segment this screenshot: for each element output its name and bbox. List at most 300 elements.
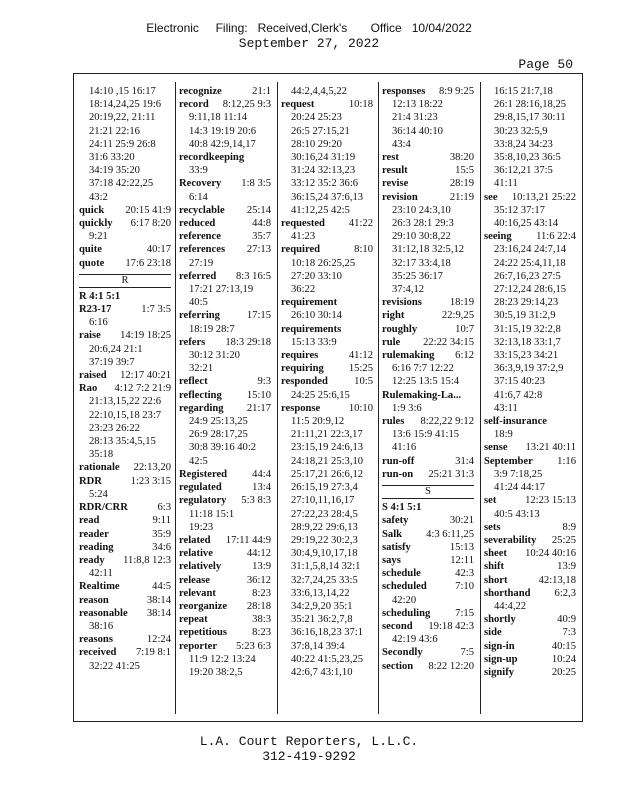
index-references: 11:6 22:4 [536,231,576,243]
index-term: schedule [382,568,421,580]
index-term: ready [79,554,105,566]
index-entry [382,389,474,402]
index-continuation: 35:18 [89,449,114,461]
letter-section-header: R [79,274,171,288]
index-references: 34:6 [152,541,171,553]
index-continuation: 33:6,13,14,22 [291,587,350,599]
index-references: 7:10 [455,581,474,593]
index-references: 35:7 [252,231,271,243]
index-entry [179,481,271,494]
index-term: quickly [79,218,113,230]
index-term: requirement [281,297,338,309]
index-entry [484,415,576,428]
index-term: sense [484,442,508,454]
index-entry [281,323,373,336]
index-references: 21:17 [246,402,271,414]
index-term: revisions [382,297,422,309]
index-term: safety [382,515,409,527]
index-references: 22:22 34:15 [423,336,474,348]
index-continuation: 44:2,4,4,5,22 [291,86,347,97]
index-term: received [79,647,117,659]
index-continuation: 30:8 39:16 40:2 [189,442,257,454]
index-term: shift [484,561,505,573]
index-term: reference [179,231,221,243]
index-references: 13:9 [557,561,576,573]
index-term: result [382,165,408,177]
index-term: rule [382,336,401,348]
index-term: referred [179,270,217,282]
index-continuation: 40:5 43:13 [494,508,540,520]
index-continuation: 36:16,18,23 37:1 [291,627,364,639]
index-continuation: 40:22 41:5,23,25 [291,653,364,665]
index-term: set [484,495,497,507]
index-continuation: 19:23 [189,521,214,533]
index-entry [382,646,474,659]
index-continuation: 29:8,15,17 30:11 [494,112,566,124]
index-term: reporter [179,640,218,652]
index-term: relatively [179,561,222,573]
index-continuation: 30:12 31:20 [189,350,240,362]
index-references: 19:18 42:3 [428,620,474,632]
index-entry [484,640,576,653]
index-entry [79,528,171,541]
index-continuation: 21:13,15,22 22:6 [89,396,162,408]
index-term: reflecting [179,389,222,401]
index-entry [382,468,474,481]
index-term: read [79,515,100,527]
index-references: 15:5 [455,165,474,177]
index-term: shortly [484,614,516,626]
index-frame [73,73,583,722]
index-continuation: 30:23 32:5,9 [494,125,548,137]
index-entry [382,607,474,620]
index-continuation: 11:9 12:2 13:24 [189,653,256,665]
index-continuation: 41:24 44:17 [494,482,545,494]
index-entry [79,594,171,607]
index-continuation: 42:11 [89,568,113,580]
index-term: responded [281,376,328,388]
index-term: scheduling [382,607,431,619]
index-entry [179,494,271,507]
index-continuation: 31:1,5,8,14 32:1 [291,561,361,573]
index-continuation: 38:16 [89,620,114,632]
index-entry [79,369,171,382]
index-term: requires [281,350,319,362]
index-continuation: 26:15,19 27:3,4 [291,482,358,494]
index-references: 15:25 [348,363,373,375]
index-entry [484,521,576,534]
index-continuation: 5:24 [89,488,108,500]
index-term: quite [79,244,102,256]
index-continuation: 14:10 ,15 16:17 [89,86,156,97]
index-term: references [179,244,226,256]
index-term: run-on [382,468,414,480]
index-entry [179,217,271,230]
index-references: 17:6 23:18 [125,257,171,269]
court-reporter-phone: 312-419-9292 [262,749,356,764]
index-references: 6:17 8:20 [130,218,171,230]
index-references: 38:20 [449,152,474,164]
index-term: revision [382,191,418,203]
index-entry [382,501,474,514]
index-entry [484,626,576,639]
index-continuation: 18:9 [494,429,513,441]
index-references: 20:25 [551,666,576,678]
index-entry [382,349,474,362]
index-entry [281,296,373,309]
index-term: regulatory [179,495,227,507]
index-entry [179,98,271,111]
index-references: 1:7 3:5 [141,304,171,316]
index-entry [382,296,474,309]
index-references: 12:17 40:21 [120,370,171,382]
index-entry [382,85,474,98]
index-continuation: 3:9 7:18,25 [494,468,543,480]
index-continuation: 42:5 [189,455,208,467]
index-continuation: 35:21 36:2,7,8 [291,614,353,626]
index-entry [281,217,373,230]
index-term: Realtime [79,581,120,593]
index-term: reasonable [79,607,128,619]
index-references: 11:8,8 12:3 [123,554,171,566]
index-term: shorthand [484,587,531,599]
index-continuation: 23:15,19 24:6,13 [291,442,364,454]
index-continuation: 30:16,24 31:19 [291,152,356,164]
index-continuation: 28:23 29:14,23 [494,297,559,309]
index-references: 30:21 [449,515,474,527]
index-continuation: 37:15 40:23 [494,376,545,388]
index-entry [382,660,474,673]
index-term: self-insurance [484,416,547,428]
index-continuation: 13:6 15:9 41:15 [392,429,460,441]
index-continuation: 36:12,21 37:5 [494,165,553,177]
index-references: 21:1 [252,86,271,97]
index-term: required [281,244,321,256]
index-continuation: 30:5,19 31:2,9 [494,310,556,322]
index-entry [79,580,171,593]
index-continuation: 6:16 [89,317,108,329]
index-references: 8:12,25 9:3 [222,99,271,111]
index-term: run-off [382,455,415,467]
index-term: quick [79,204,105,216]
index-references: 38:14 [146,594,171,606]
index-continuation: 27:22,23 28:4,5 [291,508,358,520]
index-continuation: 21:21 22:16 [89,125,140,137]
index-continuation: 25:17,21 26:6,12 [291,468,364,480]
index-term: reading [79,541,114,553]
index-term: seeing [484,231,512,243]
index-continuation: 28:9,22 29:6,13 [291,521,358,533]
index-term: record [179,99,209,111]
index-continuation: 37:8,14 39:4 [291,640,345,652]
index-continuation: 24:22 25:4,11,18 [494,257,566,269]
index-references: 38:14 [146,607,171,619]
index-continuation: 26:1 28:16,18,25 [494,99,567,111]
index-entry [484,560,576,573]
index-references: 25:14 [246,204,271,216]
index-continuation: 18:14,24,25 19:6 [89,99,162,111]
index-entry [79,461,171,474]
index-entry [179,547,271,560]
index-entry [79,257,171,270]
index-references: 7:3 [562,627,576,639]
index-references: 44:5 [152,581,171,593]
index-references: 13:4 [252,482,271,494]
index-entry [79,541,171,554]
index-term: short [484,574,508,586]
index-entry [281,375,373,388]
index-references: 8:23 [252,627,271,639]
index-references: 9:3 [257,376,271,388]
index-term: regarding [179,402,224,414]
index-continuation: 27:19 [189,257,214,269]
index-references: 10:7 [455,323,474,335]
index-continuation: 28:10 29:20 [291,138,342,150]
index-continuation: 14:3 19:19 20:6 [189,125,257,137]
index-continuation: 33:12 35:2 36:6 [291,178,359,190]
index-continuation: 32:21 [189,363,214,375]
index-term: sign-in [484,640,515,652]
index-references: 4:12 7:2 21:9 [114,383,171,395]
index-continuation: 20:6,24 21:1 [89,343,143,355]
index-term: recognize [179,86,222,97]
index-references: 7:15 [455,607,474,619]
index-references: 8:9 9:25 [438,86,474,97]
index-references: 40:9 [557,614,576,626]
index-term: section [382,660,414,672]
index-term: response [281,402,321,414]
index-continuation: 35:8,10,23 36:5 [494,152,561,164]
index-term: right [382,310,405,322]
index-continuation: 26:10 30:14 [291,310,342,322]
index-entry [179,230,271,243]
index-entry [281,98,373,111]
index-entry [179,270,271,283]
index-continuation: 32:17 33:4,18 [392,257,451,269]
index-entry [179,336,271,349]
index-references: 10:13,21 25:22 [511,191,576,203]
index-term: Recovery [179,178,222,190]
index-entry [179,389,271,402]
index-term: sheet [484,548,507,560]
index-continuation: 42:19 43:6 [392,634,438,646]
letter-section-header: S [382,485,474,499]
index-references: 25:21 31:3 [428,468,474,480]
index-column-4 [382,85,474,673]
index-continuation: 36:3,9,19 37:2,9 [494,363,564,375]
index-continuation: 30:4,9,10,17,18 [291,548,358,560]
index-term: reorganize [179,600,228,612]
index-continuation: 11:5 20:9,12 [291,416,345,428]
index-entry [79,290,171,303]
index-references: 42:3 [455,568,474,580]
index-entry [382,309,474,322]
index-entry [79,329,171,342]
filed-date: September 27, 2022 [238,36,380,51]
index-continuation: 43:4 [392,138,411,150]
index-continuation: 37:18 42:22,25 [89,178,154,190]
electronic-filing-stamp: Electronic Filing: Received,Clerk's Office 10/04/2022 [146,21,472,35]
index-continuation: 41:11 [494,178,518,190]
index-term: roughly [382,323,418,335]
index-continuation: 22:10,15,18 23:7 [89,409,162,421]
index-continuation: 1:9 3:6 [392,402,422,414]
index-term: rationale [79,462,120,474]
index-references: 10:5 [354,376,373,388]
index-continuation: 27:12,24 28:6,15 [494,284,567,296]
index-entry [382,164,474,177]
index-references: 44:8 [252,218,271,230]
index-term: requiring [281,363,324,375]
index-continuation: 24:25 25:6,15 [291,389,350,401]
index-continuation: 16:15 21:7,18 [494,86,553,97]
index-continuation: 29:10 30:8,22 [392,231,451,243]
index-term: raised [79,370,107,382]
index-continuation: 36:15,24 37:6,13 [291,191,364,203]
index-references: 7:5 [460,647,474,659]
index-term: reason [79,594,109,606]
index-term: September [484,455,533,467]
index-entry [179,560,271,573]
index-entry [79,475,171,488]
index-entry [179,243,271,256]
index-entry [382,151,474,164]
index-continuation: 26:7,16,23 27:5 [494,270,561,282]
index-references: 5:23 6:3 [235,640,271,652]
index-entry [79,554,171,567]
index-entry [484,534,576,547]
index-column-5 [484,85,576,679]
index-references: 14:19 18:25 [120,330,171,342]
index-references: 20:15 41:9 [125,204,171,216]
index-continuation: 24:11 25:9 26:8 [89,138,156,150]
index-continuation: 33:8,24 34:23 [494,138,553,150]
index-entry [179,309,271,322]
index-continuation: 20:24 25:23 [291,112,342,124]
index-references: 18:3 29:18 [225,336,271,348]
index-continuation: 12:13 18:22 [392,99,443,111]
index-references: 15:13 [449,541,474,553]
index-term: rulemaking [382,350,435,362]
index-entry [79,243,171,256]
index-entry [179,468,271,481]
index-entry [382,528,474,541]
index-term: responses [382,86,426,97]
index-entry [179,204,271,217]
index-term: rules [382,416,405,428]
index-entry [79,303,171,316]
index-continuation: 17:21 27:13,19 [189,284,254,296]
index-entry [484,653,576,666]
index-continuation: 41:23 [291,231,316,243]
index-entry [79,501,171,514]
index-term: requested [281,218,325,230]
index-continuation: 9:11,18 11:14 [189,112,248,124]
index-term: referring [179,310,220,322]
index-entry [179,587,271,600]
index-term: Registered [179,468,228,480]
column-divider [277,82,278,714]
index-entry [281,402,373,415]
index-references: 40:17 [146,244,171,256]
index-term: Rao [79,383,98,395]
index-continuation: 40:5 [189,297,208,309]
index-term: reasons [79,634,113,646]
index-entry [79,646,171,659]
index-term: sign-up [484,653,518,665]
index-references: 12:24 [146,634,171,646]
index-term: R 4:1 5:1 [79,290,121,302]
index-term: repeat [179,614,208,626]
index-column-1 [79,85,171,673]
index-continuation: 31:24 32:13,23 [291,165,356,177]
index-term: relative [179,548,213,560]
index-continuation: 34:19 35:20 [89,165,140,177]
index-entry [484,455,576,468]
index-term: raise [79,330,101,342]
index-references: 8:22,22 9:12 [420,416,474,428]
index-term: reader [79,528,109,540]
index-continuation: 43:11 [494,402,518,414]
index-term: side [484,627,502,639]
index-term: S 4:1 5:1 [382,502,422,514]
index-references: 8:9 [562,521,576,533]
index-references: 6:12 [455,350,474,362]
index-column-2 [179,85,271,679]
index-entry [382,177,474,190]
index-term: Secondly [382,647,423,659]
index-entry [179,574,271,587]
index-entry [382,514,474,527]
index-term: severability [484,534,537,546]
index-continuation: 18:19 28:7 [189,323,235,335]
index-entry [179,177,271,190]
index-continuation: 31:15,19 32:2,8 [494,323,561,335]
index-entry [484,191,576,204]
index-references: 1:23 3:15 [130,475,171,487]
index-term: recordkeeping [179,152,245,164]
index-continuation: 20:19,22, 21:11 [89,112,156,124]
index-entry [382,541,474,554]
index-entry [382,455,474,468]
index-entry [281,362,373,375]
index-continuation: 11:18 15:1 [189,508,235,520]
index-references: 36:12 [246,574,271,586]
index-continuation: 9:21 [89,231,108,243]
index-entry [179,534,271,547]
index-continuation: 35:12 37:17 [494,204,545,216]
index-references: 10:10 [348,402,373,414]
index-references: 5:3 8:3 [241,495,271,507]
index-continuation: 26:3 28:1 29:3 [392,218,454,230]
index-continuation: 21:11,21 22:3,17 [291,429,363,441]
index-continuation: 15:13 33:9 [291,336,337,348]
column-divider [175,82,176,714]
index-term: satisfy [382,541,411,553]
index-entry [79,382,171,395]
index-entry [382,620,474,633]
index-continuation: 32:7,24,25 33:5 [291,574,358,586]
index-entry [179,375,271,388]
index-term: revise [382,178,409,190]
index-term: recyclable [179,204,225,216]
index-continuation: 40:16,25 43:14 [494,218,559,230]
index-references: 10:18 [348,99,373,111]
index-term: Rulemaking-La... [382,389,462,401]
index-term: quote [79,257,105,269]
index-continuation: 33:15,23 34:21 [494,350,559,362]
index-continuation: 31:12,18 32:5,12 [392,244,465,256]
